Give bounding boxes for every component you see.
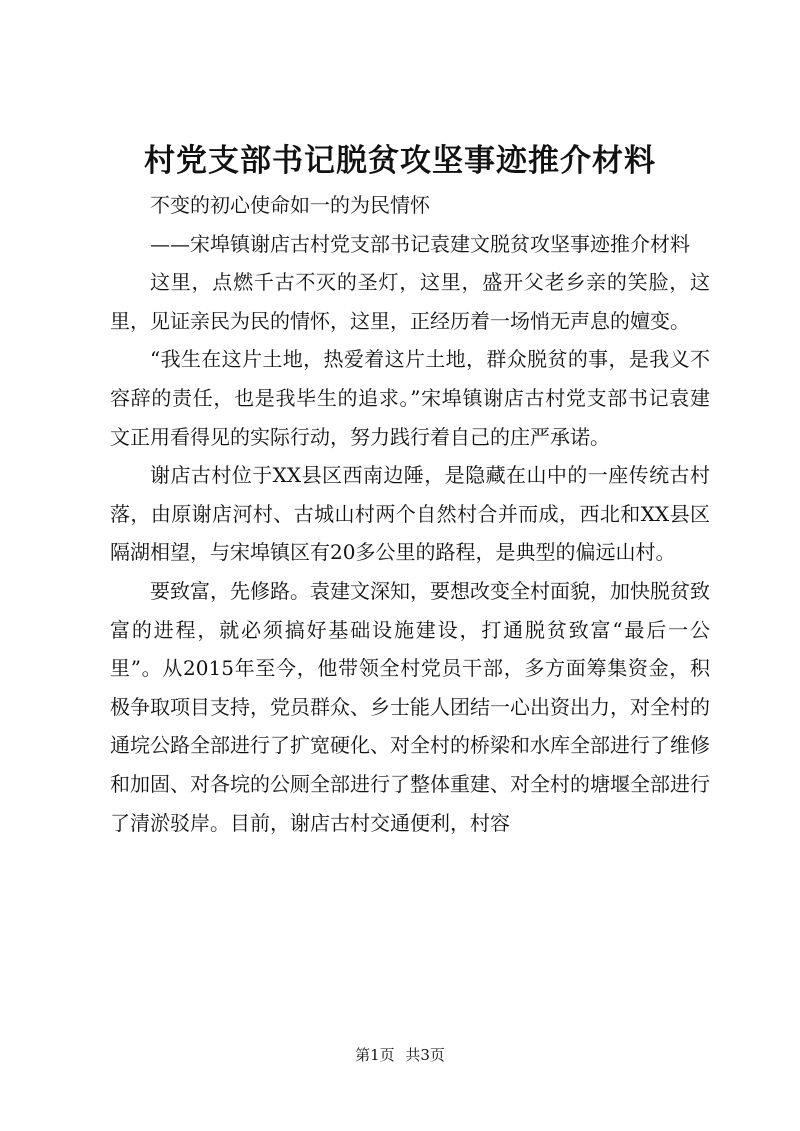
subtitle-line: 不变的初心使命如一的为民情怀 <box>150 193 430 217</box>
subtitle-attribution: ——宋埠镇谢店古村党支部书记袁建文脱贫攻坚事迹推介材料 <box>150 231 690 256</box>
document-title: 村党支部书记脱贫攻坚事迹推介材料 <box>144 143 656 179</box>
page-number: 第1页 <box>355 1046 395 1064</box>
body-paragraph: 这里，点燃千古不灭的圣灯，这里，盛开父老乡亲的笑脸，这里，见证亲民为民的情怀，这里，正经历着一场悄无声息的嬗变。 <box>110 270 710 333</box>
document-body <box>110 186 710 842</box>
body-paragraph: 谢店古村位于XX县区西南边陲，是隐藏在山中的一座传统古村落，由原谢店河村、古城山村两个自然村合并而成，西北和XX县区隔湖相望，与宋埠镇区有20多公里的路程，是典型的偏远山村。 <box>110 463 710 565</box>
page-footer <box>0 1045 800 1065</box>
body-paragraph: 要致富，先修路。袁建文深知，要想改变全村面貌，加快脱贫致富的进程，就必须搞好基础设施建设，打通脱贫致富“最后一公里”。从2015年至今，他带领全村党员干部，多方面筹集资金，积极争取项目支持，党员群众、乡士能人团结一心出资出力，对全村的通垸公路全部进行了扩宽硬化、对全村的桥梁和水库全部进行了维修和加固、对各垸的公厕全部进行了整体重建、对全村的塘堰全部进行了清淤驳岸。目前，谢店古村交通便利，村容 <box>110 578 710 835</box>
page-total: 共3页 <box>405 1046 445 1064</box>
body-paragraph: “我生在这片土地，热爱着这片土地，群众脱贫的事，是我义不容辞的责任，也是我毕生的追求。”宋埠镇谢店古村党支部书记袁建文正用看得见的实际行动，努力践行着自己的庄严承诺。 <box>110 347 710 449</box>
